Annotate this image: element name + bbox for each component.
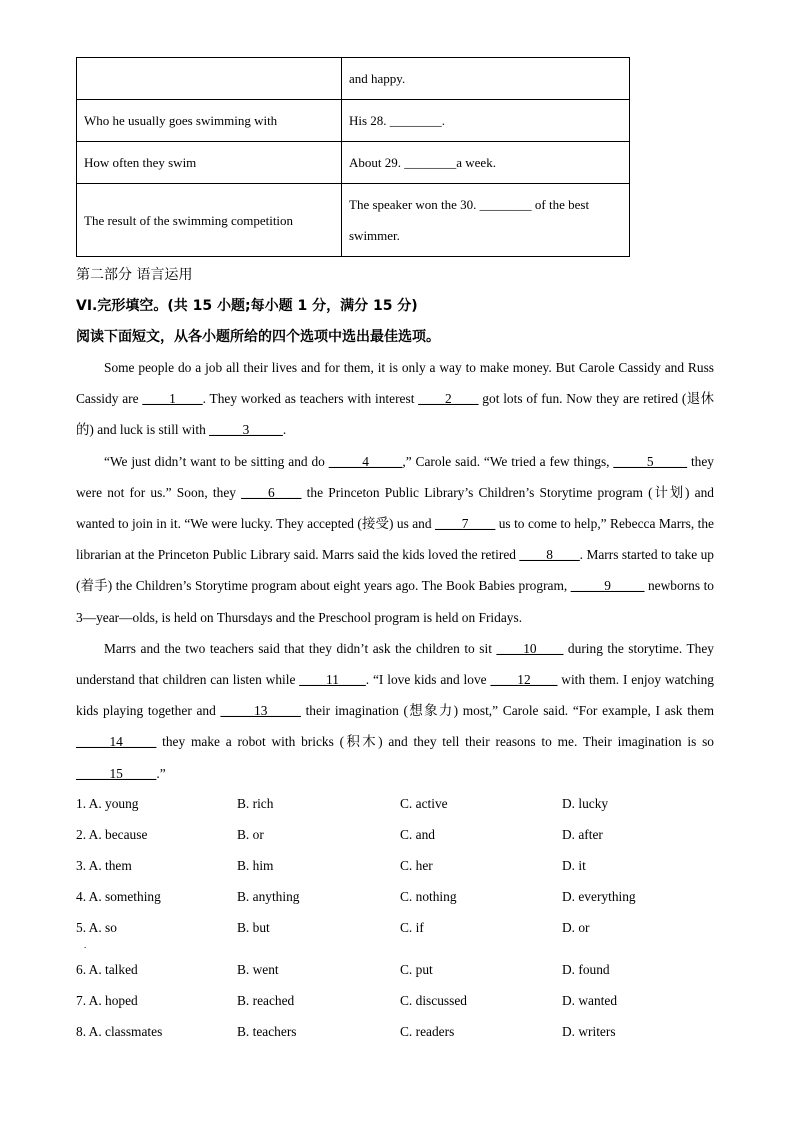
cell-line: swimmer.: [349, 228, 400, 243]
cloze-passage: [76, 352, 714, 789]
blank-11: ____11____: [299, 672, 366, 688]
blank-6: ____6____: [241, 484, 302, 500]
passage-text: they make a robot with bricks (积木) and they tell their reasons to me. Their imagination is so: [156, 734, 714, 750]
part-title: 第二部分 语言运用: [76, 267, 193, 283]
option-a: 1. A. young: [76, 796, 139, 811]
option-a: 3. A. them: [76, 858, 132, 873]
passage-text: with them. I enjoy watching kids playing together and: [76, 672, 714, 719]
passage-text: Some people do a job all their lives and for them, it is only a way to make money. But Carole Cassidy and Russ Cassidy are: [76, 360, 714, 407]
option-d: D. lucky: [562, 796, 609, 811]
option-b: B. anything: [237, 889, 300, 904]
option-c: C. and: [400, 827, 435, 842]
section-instruction: 阅读下面短文，从各小题所给的四个选项中选出最佳选项。: [76, 329, 440, 345]
question-options-1: [76, 796, 716, 816]
table-row: [77, 100, 630, 142]
passage-paragraph-2: [76, 446, 714, 633]
question-options-4: [76, 889, 716, 909]
option-b: B. teachers: [237, 1024, 297, 1039]
stray-mark: .: [84, 940, 87, 950]
option-c: C. readers: [400, 1024, 455, 1039]
table-cell: Who he usually goes swimming with: [77, 100, 342, 142]
passage-text: .”: [156, 765, 166, 781]
passage-text: the Princeton Public Library’s Children’s Storytime program (计划) and wanted to join in it. “We were lucky. They accepted (接受) us and: [76, 484, 714, 532]
option-b: B. him: [237, 858, 274, 873]
passage-text: ,” Carole said. “We tried a few things,: [402, 453, 614, 469]
passage-text: got lots of fun. Now they are retired (退休的) and luck is still with: [76, 391, 715, 438]
table-row: [77, 58, 630, 100]
passage-text: us to come to help,” Rebecca Marrs, the librarian at the Princeton Public Library said. Marrs said the kids loved the retired: [76, 516, 714, 563]
table-cell: His 28. ________.: [342, 100, 630, 142]
blank-13: _____13_____: [220, 703, 301, 719]
option-a: 8. A. classmates: [76, 1024, 163, 1039]
table-row: [77, 184, 630, 257]
passage-text: . Marrs started to take up (着手) the Children’s Storytime program about eight years ago. The Book Babies program,: [76, 547, 714, 594]
option-c: C. if: [400, 920, 424, 935]
passage-paragraph-1: [76, 352, 714, 446]
blank-14: _____14_____: [76, 734, 157, 750]
cell-line: The speaker won the 30. ________ of the best: [349, 197, 590, 212]
passage-text: their imagination (想象力) most,” Carole said. “For example, I ask them: [300, 703, 714, 719]
question-options-5: [76, 920, 716, 940]
blank-3: _____3_____: [209, 422, 283, 438]
question-options-8: [76, 1024, 716, 1044]
option-b: B. but: [237, 920, 270, 935]
option-c: C. her: [400, 858, 433, 873]
option-d: D. found: [562, 962, 610, 977]
blank-8: ____8____: [519, 547, 580, 563]
question-options-6: [76, 962, 716, 982]
option-b: B. rich: [237, 796, 274, 811]
option-d: D. everything: [562, 889, 636, 904]
option-a: 5. A. so: [76, 920, 117, 935]
blank-15: _____15_____: [76, 765, 157, 781]
blank-9: _____9_____: [570, 578, 645, 594]
passage-text: .: [282, 422, 287, 438]
blank-10: ____10____: [496, 640, 564, 656]
question-options-3: [76, 858, 716, 878]
option-a: 7. A. hoped: [76, 993, 138, 1008]
section-title: VI.完形填空。(共 15 小题;每小题 1 分，满分 15 分): [76, 298, 418, 314]
option-d: D. after: [562, 827, 603, 842]
option-c: C. nothing: [400, 889, 457, 904]
blank-2: ____2____: [418, 391, 479, 407]
table-cell: The result of the swimming competition: [77, 184, 342, 257]
table-cell: and happy.: [342, 58, 630, 100]
option-a: 6. A. talked: [76, 962, 138, 977]
question-options-7: [76, 993, 716, 1013]
blank-5: _____5_____: [613, 453, 688, 469]
table-cell: [342, 184, 630, 257]
blank-12: ____12____: [490, 672, 558, 688]
passage-text: they were not for us.” Soon, they: [76, 453, 714, 500]
blank-7: ____7____: [435, 516, 496, 532]
passage-text: Marrs and the two teachers said that they didn’t ask the children to sit: [104, 640, 497, 656]
option-c: C. put: [400, 962, 433, 977]
blank-1: ____1____: [142, 391, 203, 407]
option-b: B. went: [237, 962, 279, 977]
table-cell: About 29. ________a week.: [342, 142, 630, 184]
info-table: [76, 57, 630, 257]
table-cell: [77, 58, 342, 100]
question-options-2: [76, 827, 716, 847]
option-d: D. it: [562, 858, 586, 873]
option-a: 2. A. because: [76, 827, 148, 842]
blank-4: _____4_____: [328, 453, 403, 469]
option-c: C. discussed: [400, 993, 467, 1008]
passage-text: newborns to 3—year—olds, is held on Thursdays and the Preschool program is held on Fridays.: [76, 578, 714, 625]
option-a: 4. A. something: [76, 889, 161, 904]
option-d: D. or: [562, 920, 590, 935]
table-cell: How often they swim: [77, 142, 342, 184]
table-row: [77, 142, 630, 184]
passage-text: “We just didn’t want to be sitting and do: [104, 453, 329, 469]
option-d: D. writers: [562, 1024, 616, 1039]
option-b: B. or: [237, 827, 264, 842]
passage-text: . “I love kids and love: [365, 672, 491, 688]
option-b: B. reached: [237, 993, 295, 1008]
passage-text: . They worked as teachers with interest: [202, 391, 419, 407]
option-c: C. active: [400, 796, 448, 811]
passage-paragraph-3: [76, 633, 714, 789]
passage-text: during the storytime. They understand that children can listen while: [76, 640, 714, 688]
option-d: D. wanted: [562, 993, 618, 1008]
